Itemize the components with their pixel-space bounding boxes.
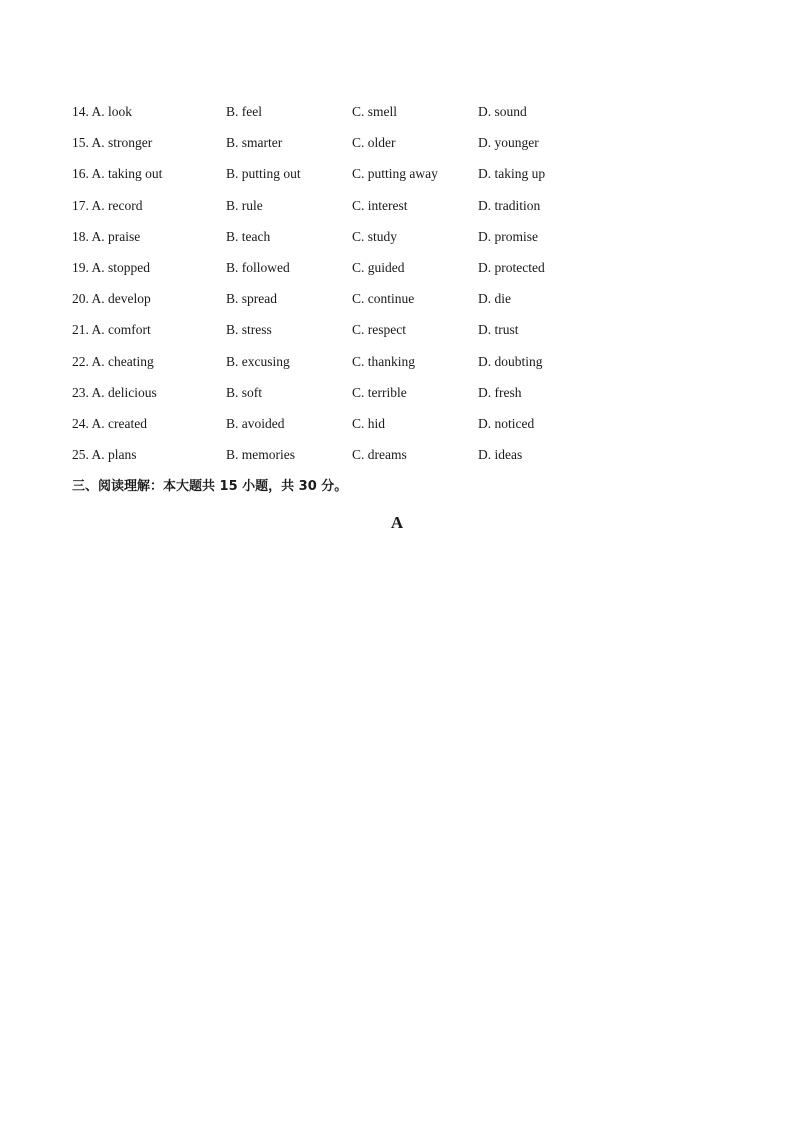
question-row (72, 133, 752, 164)
option-d: D. protected (478, 259, 545, 275)
option-b: B. excusing (226, 353, 290, 369)
option-b: B. stress (226, 322, 272, 338)
option-b: B. rule (226, 197, 263, 213)
option-b: B. teach (226, 228, 271, 244)
question-row (72, 227, 752, 258)
option-b: B. followed (226, 259, 290, 275)
option-a: 16. A. taking out (72, 166, 163, 182)
option-d: D. taking up (478, 166, 546, 182)
question-row (72, 289, 752, 320)
option-b: B. smarter (226, 135, 283, 151)
option-a: 24. A. created (72, 415, 147, 431)
option-c: C. thanking (352, 353, 415, 369)
option-d: D. promise (478, 228, 538, 244)
option-d: D. noticed (478, 415, 535, 431)
question-row (72, 445, 752, 476)
question-row (72, 196, 752, 227)
option-a: 23. A. delicious (72, 384, 157, 400)
option-b: B. avoided (226, 415, 285, 431)
option-a: 19. A. stopped (72, 259, 151, 275)
section-heading: 三、阅读理解：本大题共 15 小题，共 30 分。 (72, 479, 348, 494)
option-c: C. respect (352, 322, 406, 338)
option-d: D. younger (478, 135, 539, 151)
option-c: C. continue (352, 291, 415, 307)
option-c: C. older (352, 135, 396, 151)
option-a: 21. A. comfort (72, 322, 151, 338)
option-b: B. feel (226, 104, 262, 119)
option-b: B. putting out (226, 166, 301, 182)
question-row (72, 320, 752, 351)
option-d: D. tradition (478, 197, 541, 213)
question-row (72, 383, 752, 414)
option-d: D. doubting (478, 353, 543, 369)
option-a: 14. A. look (72, 104, 133, 119)
option-d: D. fresh (478, 384, 522, 400)
question-row (72, 164, 752, 195)
option-a: 20. A. develop (72, 291, 151, 307)
option-a: 18. A. praise (72, 228, 141, 244)
option-d: D. die (478, 291, 511, 307)
question-row (72, 102, 752, 133)
option-d: D. sound (478, 104, 527, 119)
question-list (72, 102, 752, 476)
passage-title: A (390, 513, 404, 532)
option-d: D. trust (478, 322, 519, 338)
question-row (72, 352, 752, 383)
question-row (72, 258, 752, 289)
option-c: C. study (352, 228, 398, 244)
option-c: C. terrible (352, 384, 407, 400)
option-b: B. memories (226, 447, 295, 463)
option-b: B. spread (226, 291, 277, 307)
option-c: C. hid (352, 415, 386, 431)
option-b: B. soft (226, 384, 263, 400)
option-a: 25. A. plans (72, 447, 137, 463)
option-d: D. ideas (478, 447, 523, 463)
option-a: 22. A. cheating (72, 353, 154, 369)
option-c: C. guided (352, 259, 405, 275)
option-a: 17. A. record (72, 197, 143, 213)
option-c: C. smell (352, 104, 398, 119)
option-c: C. putting away (352, 166, 438, 182)
option-c: C. interest (352, 197, 408, 213)
option-c: C. dreams (352, 447, 407, 463)
question-row (72, 414, 752, 445)
option-a: 15. A. stronger (72, 135, 153, 151)
